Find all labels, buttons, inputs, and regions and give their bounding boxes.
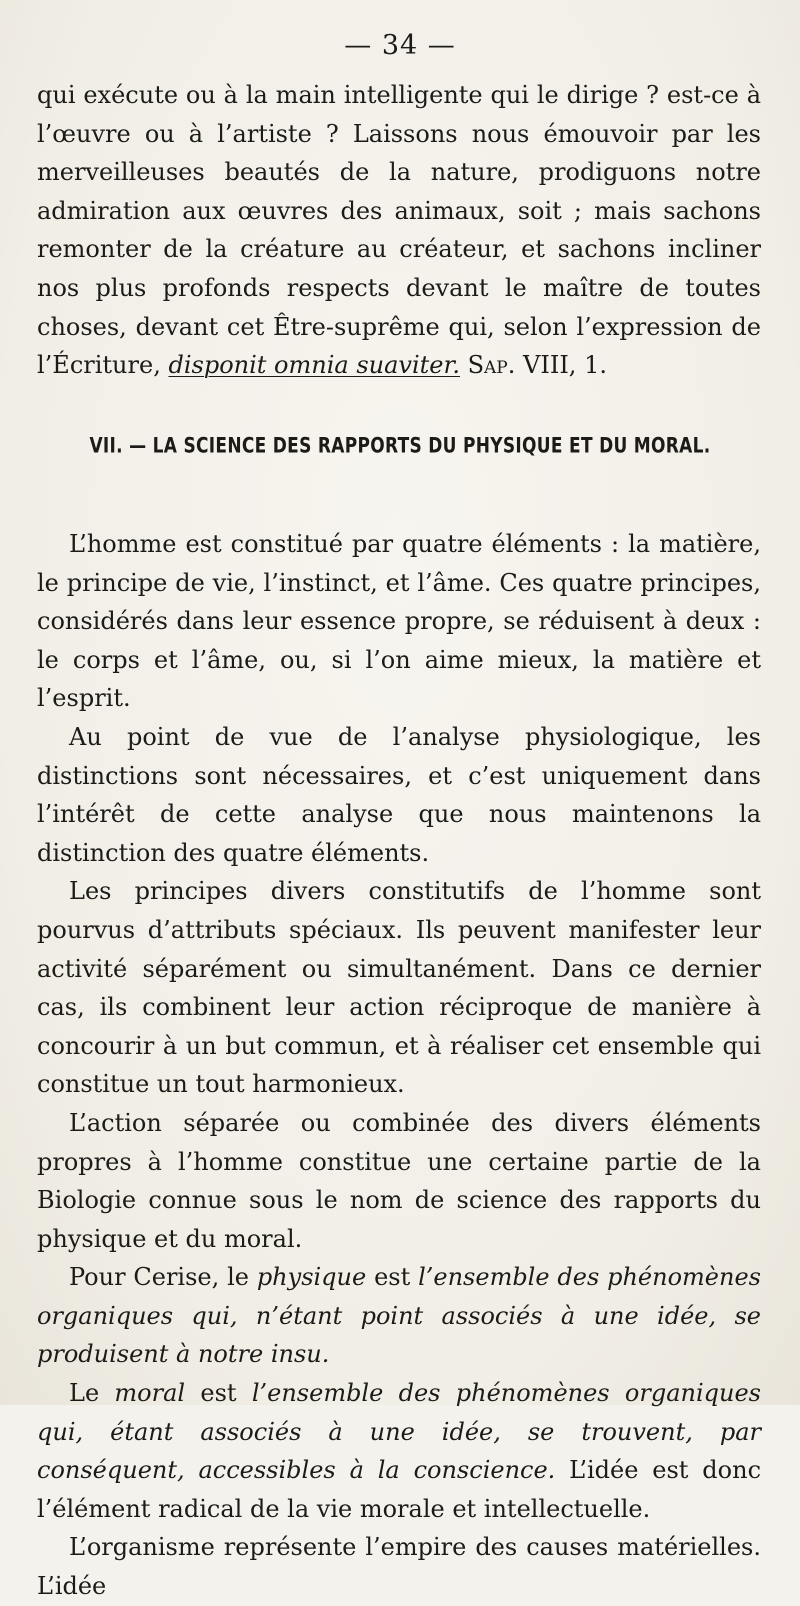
physique-intro: Pour Cerise, le <box>69 1263 249 1292</box>
opening-paragraph-text: qui exécute ou à la main intelligente qui le dirige ? est-ce à l’œuvre ou à l’artiste ? Laissons nous émouvoir par les merveilleuses beautés de la nature, prodiguons notre admiration aux œuvres des animaux, soit ; mais sachons remonter de la créature au créateur, et sachons incliner nos plus profonds respects devant le maître de toutes choses, devant cet Être-suprême qui, selon l’expression de l’Écriture, <box>37 81 761 380</box>
scripture-verse: VIII, 1. <box>523 351 607 380</box>
page-number: — 34 — <box>344 30 456 61</box>
paragraph-analysis: Au point de vue de l’analyse physiologique, les distinctions sont nécessaires, et c’est uniquement dans l’intérêt de cette analyse que nous maintenons la distinction des quatre éléments. <box>37 722 761 867</box>
paragraph-organism: L’organisme représente l’empire des causes matérielles. L’idée <box>37 1533 761 1601</box>
paragraph-moral-definition <box>37 1374 761 1528</box>
term-moral: moral <box>114 1379 186 1408</box>
section-body <box>37 525 761 1606</box>
physique-verb: est <box>374 1263 411 1292</box>
moral-conclusion: L’idée est donc l’élément radical de la vie morale et intellectuelle. <box>37 1456 762 1523</box>
moral-definition: l’ensemble des phénomènes organiques qui, étant associés à une idée, se trouvent, par conséquent, accessibles à la conscience. <box>37 1379 761 1485</box>
moral-verb: est <box>200 1379 237 1408</box>
opening-paragraph <box>37 76 761 385</box>
paragraph-elements: L’homme est constitué par quatre éléments : la matière, le principe de vie, l’instinct, et l’âme. Ces quatre principes, considérés dans leur essence propre, se réduisent à deux : le corps et l’âme, ou, si l’on aime mieux, la matière et l’esprit. <box>37 530 761 713</box>
scripture-book: Sap. <box>467 351 516 380</box>
physique-definition: l’ensemble des phénomènes organiques qui, n’étant point associés à une idée, se produisent à notre insu. <box>37 1263 761 1369</box>
section-heading: VII. — LA SCIENCE DES RAPPORTS DU PHYSIQUE ET DU MORAL. <box>89 433 711 459</box>
latin-quote: disponit omnia suaviter. <box>168 351 460 380</box>
term-physique: physique <box>256 1263 367 1292</box>
paragraph-biology: L’action séparée ou combinée des divers éléments propres à l’homme constitue une certaine partie de la Biologie connue sous le nom de science des rapports du physique et du moral. <box>37 1108 761 1253</box>
moral-intro: Le <box>69 1379 100 1408</box>
paragraph-principles: Les principes divers constitutifs de l’homme sont pourvus d’attributs spéciaux. Ils peuvent manifester leur activité séparément ou simultanément. Dans ce dernier cas, ils combinent leur action réciproque de manière à concourir à un but commun, et à réaliser cet ensemble qui constitue un tout harmonieux. <box>37 877 761 1099</box>
paragraph-physique-definition <box>37 1258 761 1374</box>
